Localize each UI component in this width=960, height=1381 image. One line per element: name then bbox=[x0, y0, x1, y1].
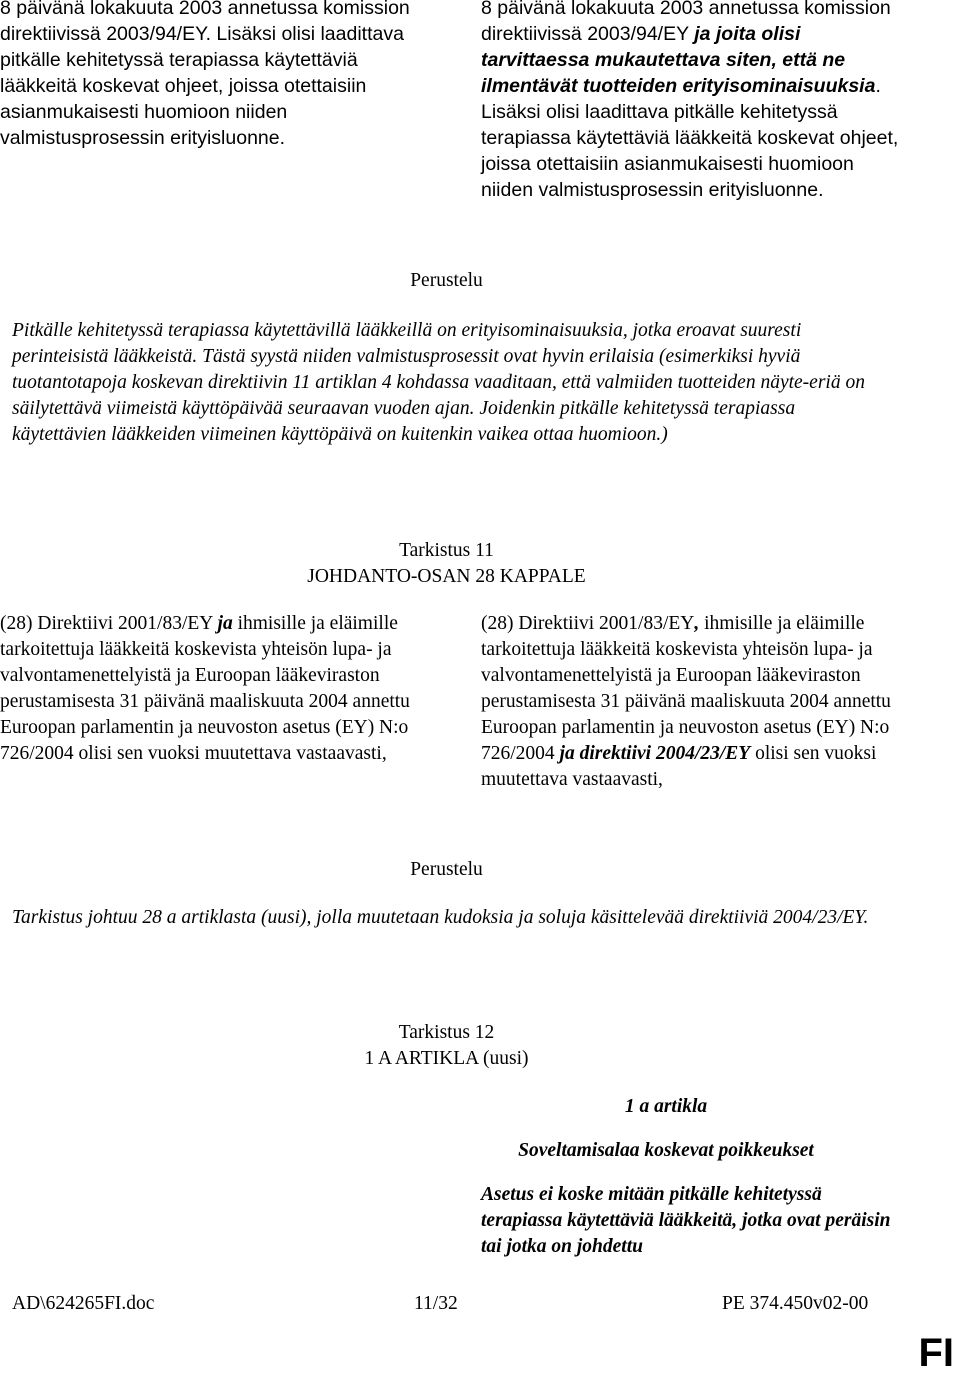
amendment-12-subtitle: 1 A ARTIKLA (uusi) bbox=[364, 1048, 529, 1069]
footer-doc-ref: AD\624265FI.doc bbox=[12, 1293, 155, 1314]
footer-page-number: 11/32 bbox=[414, 1293, 458, 1314]
amendment-11-right-comma: , bbox=[694, 613, 700, 634]
top-left-column bbox=[0, 0, 420, 151]
amendment-11-right-a: (28) Direktiivi 2001/83/EY bbox=[481, 613, 695, 634]
top-right-text-added: ja joita olisi tarvittaessa mukautettava siten, että ne ilmentävät tuotteiden erityisominaisuuksia bbox=[481, 23, 876, 97]
perustelu-heading-1: Perustelu bbox=[410, 270, 483, 291]
top-right-column bbox=[481, 0, 901, 203]
perustelu-heading-2: Perustelu bbox=[410, 859, 483, 880]
amendment-11-right-added: ja direktiivi 2004/23/EY bbox=[559, 743, 751, 764]
amendment-11-left-a: (28) Direktiivi 2001/83/EY bbox=[0, 613, 218, 634]
amendment-12-article-body: Asetus ei koske mitään pitkälle kehitetyssä terapiassa käytettäviä lääkkeitä, jotka ovat peräisin tai jotka on johdettu bbox=[481, 1184, 891, 1257]
amendment-11-subtitle: JOHDANTO-OSAN 28 KAPPALE bbox=[307, 566, 586, 587]
amendment-11-left-c: ihmisille ja eläimille tarkoitettuja lääkkeitä koskevista yhteisön lupa- ja valvontamenettelyistä ja Euroopan lääkeviraston perustamisesta 31 päivänä maaliskuuta 2004 annettu Euroopan parlamentin ja neuvoston asetus (EY) N:o 726/2004 olisi sen vuoksi muutettava vastaavasti, bbox=[0, 613, 410, 764]
footer-language-code: FI bbox=[918, 1331, 954, 1375]
top-right-text-a: 8 päivänä lokakuuta 2003 annetussa komission direktiivissä 2003/94/EY bbox=[481, 0, 891, 45]
top-right-text-c: . Lisäksi olisi laadittava pitkälle kehitetyssä terapiassa käytettäviä lääkkeitä koskevat ohjeet, joissa otettaisiin asianmukaisesti huomioon niiden valmistusprosessin erityisluonne. bbox=[481, 75, 899, 201]
perustelu-text-1: Pitkälle kehitetyssä terapiassa käytettävillä lääkkeillä on erityisominaisuuksia, jotka eroavat suuresti perinteisistä lääkkeistä. Tästä syystä niiden valmistusprosessit ovat hyvin erilaisia (esimerkiksi hyviä tuotantotapoja koskevan direktiivin 11 artiklan 4 kohdassa vaaditaan, että valmiiden tuotteiden näyte-eriä on säilytettävä viimeistä käyttöpäivää seuraavan vuoden ajan. Joidenkin pitkälle kehitetyssä terapiassa käytettävien lääkkeiden viimeinen käyttöpäivä on kuitenkin vaikea ottaa huomioon.) bbox=[12, 320, 865, 445]
amendment-12-right-column bbox=[481, 1094, 899, 1260]
footer-pe-ref: PE 374.450v02-00 bbox=[722, 1293, 869, 1314]
amendment-12-article-heading: Soveltamisalaa koskevat poikkeukset bbox=[518, 1140, 814, 1161]
amendment-11-left-column bbox=[0, 611, 418, 767]
amendment-11-title: Tarkistus 11 bbox=[399, 540, 494, 561]
amendment-11-left-deleted: ja bbox=[217, 613, 233, 634]
amendment-12-title: Tarkistus 12 bbox=[398, 1022, 495, 1043]
amendment-12-article-number: 1 a artikla bbox=[624, 1096, 708, 1117]
amendment-11-right-c: ihmisille ja eläimille tarkoitettuja lääkkeitä koskevista yhteisön lupa- ja valvontamenettelyistä ja Euroopan lääkeviraston perustamisesta 31 päivänä maaliskuuta 2004 annettu Euroopan parlamentin ja neuvoston asetus (EY) N:o 726/2004 bbox=[481, 613, 891, 764]
amendment-11-right-e: olisi sen vuoksi muutettava vastaavasti, bbox=[481, 743, 877, 790]
perustelu-text-2: Tarkistus johtuu 28 a artiklasta (uusi), jolla muutetaan kudoksia ja soluja käsittelevää direktiiviä 2004/23/EY. bbox=[12, 907, 869, 928]
amendment-11-right-column bbox=[481, 611, 899, 793]
top-left-text: 8 päivänä lokakuuta 2003 annetussa komission direktiivissä 2003/94/EY. Lisäksi olisi laadittava pitkälle kehitetyssä terapiassa käytettäviä lääkkeitä koskevat ohjeet, joissa otettaisiin asianmukaisesti huomioon niiden valmistusprosessin erityisluonne. bbox=[0, 0, 410, 149]
